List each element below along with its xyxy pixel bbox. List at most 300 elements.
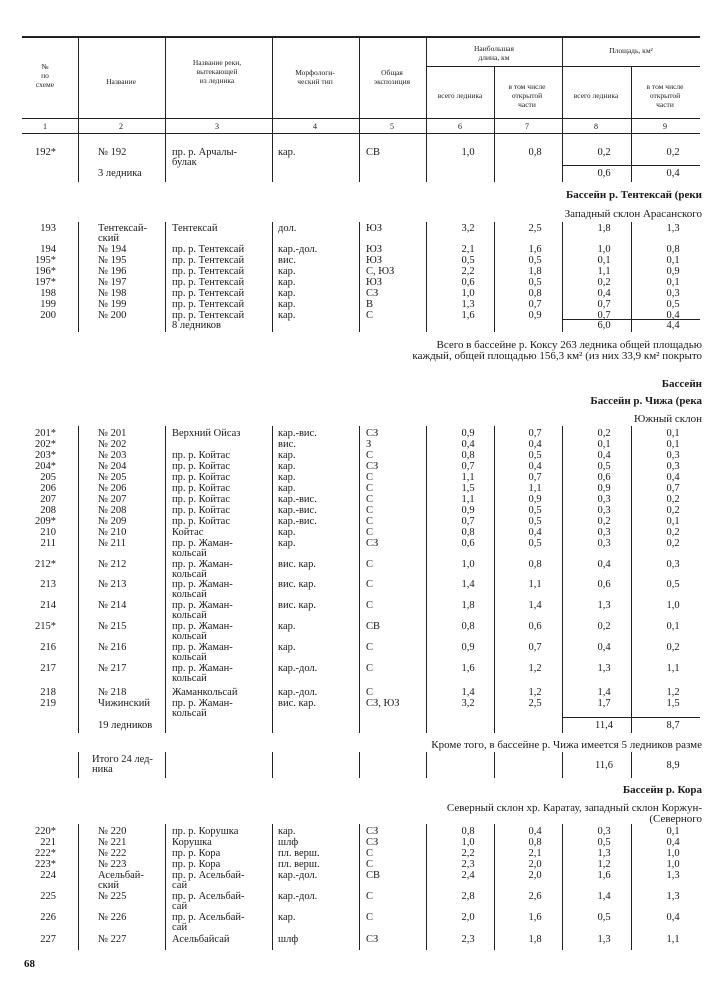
column-separator — [426, 824, 427, 950]
cell-exposition: С — [366, 559, 374, 570]
cell-river-name: пр. р. Асельбай- сай — [172, 912, 245, 933]
cell-area-open: 1,1 — [666, 934, 680, 945]
cell-area-open: 0,2 — [666, 505, 680, 516]
cell-glacier-name: № 204 — [98, 461, 127, 472]
column-separator — [494, 824, 495, 950]
cell-area-total: 1,3 — [597, 663, 611, 674]
cell-length-open: 1,4 — [528, 600, 542, 611]
cell-length-total: 0,8 — [461, 621, 475, 632]
cell-river-name: пр. р. Тентексай — [172, 255, 245, 266]
cell-area-open: 0,1 — [666, 516, 680, 527]
column-separator — [631, 133, 632, 182]
cell-length-open: 1,2 — [528, 687, 542, 698]
cell-area-total: 0,4 — [597, 642, 611, 653]
cell-length-total: 0,8 — [461, 450, 475, 461]
cell-glacier-name: 3 ледника — [98, 168, 142, 179]
cell-area-total: 0,2 — [597, 147, 611, 158]
cell-area-open: 0,4 — [666, 912, 680, 923]
cell-scheme-number: 226 — [40, 912, 56, 923]
cell-length-open: 1,1 — [528, 483, 542, 494]
cell-area-open: 0,3 — [666, 450, 680, 461]
cell-area-open: 0,3 — [666, 288, 680, 299]
cell-area-open: 1,0 — [666, 859, 680, 870]
cell-exposition: СЗ — [366, 826, 379, 837]
cell-exposition: СЗ, ЮЗ — [366, 698, 400, 709]
cell-scheme-number: 211 — [40, 538, 56, 549]
cell-length-total: 1,0 — [461, 288, 475, 299]
cell-area-total: 0,6 — [597, 472, 611, 483]
column-number: 4 — [313, 122, 317, 131]
cell-scheme-number: 204* — [35, 461, 56, 472]
cell-morph-type: вис. кар. — [278, 600, 316, 611]
cell-scheme-number: 196* — [35, 266, 56, 277]
basin-summary-note-cont: каждый, общей площадью 156,3 км² (из них 33,9 км² покрыто — [412, 350, 702, 362]
cell-area-total: 0,2 — [597, 428, 611, 439]
cell-length-total: 1,4 — [461, 579, 475, 590]
cell-morph-type: кар. — [278, 621, 296, 632]
cell-length-total: 0,8 — [461, 826, 475, 837]
cell-area-open: 0,4 — [666, 837, 680, 848]
cell-area-open: 0,2 — [666, 642, 680, 653]
cell-morph-type: пл. верш. — [278, 848, 320, 859]
cell-scheme-number: 202* — [35, 439, 56, 450]
cell-length-open: 2,0 — [528, 859, 542, 870]
cell-length-total: 1,3 — [461, 299, 475, 310]
cell-area-open: 0,1 — [666, 439, 680, 450]
cell-length-open: 0,7 — [528, 642, 542, 653]
cell-area-total: 0,2 — [597, 621, 611, 632]
cell-glacier-name: № 222 — [98, 848, 127, 859]
cell-area-total: 0,5 — [597, 461, 611, 472]
cell-river-name: Тентексай — [172, 223, 218, 234]
cell-length-open: 0,4 — [528, 527, 542, 538]
cell-length-open: 0,4 — [528, 826, 542, 837]
cell-river-name: пр. р. Тентексай — [172, 299, 245, 310]
basin-heading: Бассейн р. Кора — [622, 784, 702, 796]
grand-total-area: 11,6 — [595, 760, 613, 771]
cell-length-total: 1,1 — [461, 472, 475, 483]
cell-river-name: пр. р. Кора — [172, 848, 221, 859]
cell-area-open: 0,7 — [666, 483, 680, 494]
column-separator — [165, 36, 166, 133]
subtotal-label: 19 ледников — [98, 720, 153, 731]
column-separator — [426, 426, 427, 733]
cell-river-name: пр. р. Жаман- кольсай — [172, 559, 233, 580]
cell-area-open: 1,3 — [666, 891, 680, 902]
cell-exposition: С — [366, 891, 374, 902]
cell-morph-type: вис. кар. — [278, 559, 316, 570]
cell-morph-type: вис. — [278, 255, 296, 266]
cell-river-name: пр. р. Жаман- кольсай — [172, 579, 233, 600]
cell-river-name: пр. р. Асельбай- сай — [172, 891, 245, 912]
column-separator — [272, 824, 273, 950]
cell-glacier-name: № 214 — [98, 600, 127, 611]
column-separator — [78, 222, 79, 332]
cell-area-total: 0,7 — [597, 299, 611, 310]
cell-exposition: С — [366, 600, 374, 611]
cell-scheme-number: 218 — [40, 687, 56, 698]
slope-heading: Западный склон Арасанского — [564, 208, 702, 220]
cell-area-total: 1,3 — [597, 848, 611, 859]
cell-river-name: Корушка — [172, 837, 212, 848]
cell-length-open: 0,7 — [528, 428, 542, 439]
cell-area-total: 1,2 — [597, 859, 611, 870]
column-separator — [359, 426, 360, 733]
cell-exposition: С — [366, 516, 374, 527]
column-separator — [78, 824, 79, 950]
cell-exposition: СЗ — [366, 461, 379, 472]
cell-morph-type: кар. — [278, 826, 296, 837]
cell-morph-type: кар.-дол. — [278, 244, 318, 255]
cell-scheme-number: 212* — [35, 559, 56, 570]
cell-scheme-number: 206 — [40, 483, 56, 494]
cell-morph-type: кар. — [278, 461, 296, 472]
cell-glacier-name: № 211 — [98, 538, 127, 549]
cell-area-open: 0,1 — [666, 277, 680, 288]
cell-area-total: 0,6 — [597, 579, 611, 590]
grand-total-area-open: 8,9 — [666, 760, 680, 771]
column-separator — [272, 752, 273, 778]
cell-length-total: 3,2 — [461, 698, 475, 709]
cell-glacier-name: № 202 — [98, 439, 127, 450]
subtotal-label: 8 ледников — [172, 320, 221, 331]
cell-length-total: 2,1 — [461, 244, 475, 255]
cell-length-open: 0,8 — [528, 559, 542, 570]
cell-river-name: пр. р. Койтас — [172, 483, 231, 494]
cell-river-name: пр. р. Койтас — [172, 494, 231, 505]
cell-river-name: пр. р. Жаман- кольсай — [172, 600, 233, 621]
cell-exposition: ЮЗ — [366, 244, 383, 255]
cell-area-open: 0,2 — [666, 538, 680, 549]
cell-morph-type: кар. — [278, 310, 296, 321]
cell-exposition: СВ — [366, 870, 381, 881]
cell-scheme-number: 192* — [35, 147, 56, 158]
cell-length-total: 2,0 — [461, 912, 475, 923]
cell-morph-type: шлф — [278, 837, 299, 848]
header-length-group: Наибольшая длина, км — [474, 44, 514, 62]
cell-area-open: 1,0 — [666, 600, 680, 611]
table-top-rule — [22, 36, 700, 38]
header-bottom-rule — [22, 118, 700, 119]
cell-length-open: 0,7 — [528, 472, 542, 483]
cell-exposition: ЮЗ — [366, 255, 383, 266]
cell-exposition: З — [366, 439, 372, 450]
column-separator — [494, 426, 495, 733]
cell-area-total: 1,1 — [597, 266, 611, 277]
column-number: 7 — [525, 122, 529, 131]
cell-glacier-name: № 195 — [98, 255, 127, 266]
cell-length-total: 0,9 — [461, 505, 475, 516]
header-scheme-number: № по схеме — [35, 62, 55, 89]
cell-length-total: 0,5 — [461, 255, 475, 266]
cell-morph-type: кар. — [278, 288, 296, 299]
cell-morph-type: кар.-вис. — [278, 516, 317, 527]
cell-length-total: 2,8 — [461, 891, 475, 902]
cell-area-open: 0,4 — [666, 310, 680, 321]
column-separator — [494, 752, 495, 778]
cell-length-open: 2,5 — [528, 698, 542, 709]
header-morphological-type: Морфологи- ческий тип — [295, 68, 335, 86]
column-separator — [562, 426, 563, 733]
cell-area-open: 0,1 — [666, 826, 680, 837]
column-numbers-rule — [22, 133, 700, 134]
cell-morph-type: кар. — [278, 450, 296, 461]
cell-river-name: пр. р. Тентексай — [172, 288, 245, 299]
cell-morph-type: кар.-вис. — [278, 494, 317, 505]
cell-scheme-number: 199 — [40, 299, 56, 310]
cell-length-total: 1,0 — [461, 559, 475, 570]
cell-length-open: 1,6 — [528, 912, 542, 923]
cell-scheme-number: 217 — [40, 663, 56, 674]
cell-exposition: С — [366, 472, 374, 483]
cell-morph-type: вис. кар. — [278, 698, 316, 709]
cell-morph-type: кар.-вис. — [278, 428, 317, 439]
cell-glacier-name: № 210 — [98, 527, 127, 538]
cell-area-open: 0,1 — [666, 255, 680, 266]
cell-scheme-number: 225 — [40, 891, 56, 902]
cell-river-name: Койтас — [172, 527, 204, 538]
column-separator — [426, 36, 427, 133]
cell-length-total: 1,6 — [461, 310, 475, 321]
cell-river-name: Верхний Ойсаз — [172, 428, 241, 439]
cell-length-total: 1,4 — [461, 687, 475, 698]
cell-glacier-name: № 196 — [98, 266, 127, 277]
cell-scheme-number: 209* — [35, 516, 56, 527]
cell-morph-type: пл. верш. — [278, 859, 320, 870]
basin-summary-note: Всего в бассейне р. Коксу 263 ледника общей площадью — [436, 339, 702, 351]
cell-exposition: С — [366, 310, 374, 321]
cell-glacier-name: № 215 — [98, 621, 127, 632]
cell-area-open: 0,2 — [666, 527, 680, 538]
cell-length-total: 1,6 — [461, 663, 475, 674]
cell-glacier-name: № 207 — [98, 494, 127, 505]
cell-morph-type: кар. — [278, 147, 296, 158]
cell-morph-type: кар.-дол. — [278, 687, 318, 698]
cell-length-total: 1,0 — [461, 147, 475, 158]
cell-scheme-number: 220* — [35, 826, 56, 837]
cell-exposition: С — [366, 527, 374, 538]
cell-glacier-name: № 197 — [98, 277, 127, 288]
cell-glacier-name: № 201 — [98, 428, 127, 439]
cell-length-total: 1,1 — [461, 494, 475, 505]
cell-area-total: 0,6 — [597, 168, 611, 179]
cell-glacier-name: № 203 — [98, 450, 127, 461]
column-separator — [631, 222, 632, 332]
cell-area-total: 0,2 — [597, 277, 611, 288]
column-separator — [494, 222, 495, 332]
cell-river-name: пр. р. Койтас — [172, 461, 231, 472]
cell-glacier-name: № 216 — [98, 642, 127, 653]
cell-glacier-name: Асельбай- ский — [98, 870, 144, 891]
cell-glacier-name: № 199 — [98, 299, 127, 310]
cell-area-open: 0,9 — [666, 266, 680, 277]
cell-area-open: 1,3 — [666, 223, 680, 234]
header-area-group: Площадь, км² — [609, 46, 653, 55]
cell-area-total: 0,5 — [597, 837, 611, 848]
column-separator — [359, 752, 360, 778]
cell-area-open: 0,1 — [666, 428, 680, 439]
column-number: 6 — [458, 122, 462, 131]
cell-length-total: 0,9 — [461, 428, 475, 439]
subtotal-area-open: 4,4 — [666, 320, 680, 331]
cell-area-open: 0,5 — [666, 579, 680, 590]
cell-glacier-name: Чижинский — [98, 698, 150, 709]
cell-length-open: 1,8 — [528, 934, 542, 945]
column-separator — [272, 222, 273, 332]
cell-morph-type: кар.-дол. — [278, 891, 318, 902]
cell-length-total: 2,4 — [461, 870, 475, 881]
cell-morph-type: кар. — [278, 642, 296, 653]
column-separator — [359, 133, 360, 182]
column-separator — [78, 133, 79, 182]
cell-area-open: 1,5 — [666, 698, 680, 709]
cell-scheme-number: 216 — [40, 642, 56, 653]
cell-length-open: 1,6 — [528, 244, 542, 255]
cell-scheme-number: 221 — [40, 837, 56, 848]
cell-area-total: 1,0 — [597, 244, 611, 255]
cell-glacier-name: № 205 — [98, 472, 127, 483]
cell-scheme-number: 205 — [40, 472, 56, 483]
cell-glacier-name: № 218 — [98, 687, 127, 698]
cell-area-total: 1,3 — [597, 934, 611, 945]
cell-exposition: СЗ — [366, 934, 379, 945]
cell-river-name: пр. р. Кора — [172, 859, 221, 870]
cell-length-open: 2,1 — [528, 848, 542, 859]
header-length-total: всего ледника — [437, 91, 483, 100]
cell-scheme-number: 213 — [40, 579, 56, 590]
cell-area-total: 1,7 — [597, 698, 611, 709]
cell-length-open: 1,2 — [528, 663, 542, 674]
column-separator — [426, 133, 427, 182]
cell-glacier-name: № 208 — [98, 505, 127, 516]
cell-glacier-name: № 212 — [98, 559, 127, 570]
column-separator — [272, 426, 273, 733]
cell-length-total: 0,4 — [461, 439, 475, 450]
cell-area-open: 1,3 — [666, 870, 680, 881]
cell-area-total: 0,3 — [597, 826, 611, 837]
header-exposition: Общая экспозиция — [373, 68, 411, 86]
page-number: 68 — [24, 958, 35, 970]
column-separator — [78, 36, 79, 133]
cell-river-name: пр. р. Койтас — [172, 516, 231, 527]
cell-river-name: пр. р. Койтас — [172, 472, 231, 483]
cell-river-name: пр. р. Арчалы- булак — [172, 147, 238, 168]
cell-morph-type: кар. — [278, 912, 296, 923]
cell-river-name: пр. р. Жаман- кольсай — [172, 538, 233, 559]
column-separator — [272, 133, 273, 182]
cell-river-name: пр. р. Койтас — [172, 505, 231, 516]
column-separator — [78, 426, 79, 733]
cell-area-total: 0,4 — [597, 288, 611, 299]
cell-scheme-number: 219 — [40, 698, 56, 709]
cell-length-total: 3,2 — [461, 223, 475, 234]
cell-length-open: 0,5 — [528, 538, 542, 549]
cell-exposition: В — [366, 299, 374, 310]
cell-scheme-number: 197* — [35, 277, 56, 288]
cell-area-total: 0,1 — [597, 439, 611, 450]
cell-length-total: 0,6 — [461, 277, 475, 288]
column-separator — [272, 36, 273, 133]
column-separator — [359, 36, 360, 133]
cell-area-total: 0,5 — [597, 912, 611, 923]
column-separator — [165, 426, 166, 733]
cell-glacier-name: № 209 — [98, 516, 127, 527]
column-separator — [165, 752, 166, 778]
cell-morph-type: кар. — [278, 483, 296, 494]
cell-length-open: 0,9 — [528, 310, 542, 321]
cell-glacier-name: № 221 — [98, 837, 127, 848]
header-area-open: в том числе открытой части — [646, 82, 684, 109]
cell-exposition: ЮЗ — [366, 223, 383, 234]
column-separator — [631, 426, 632, 733]
cell-river-name: Жаманкольсай — [172, 687, 238, 698]
cell-length-open: 1,1 — [528, 579, 542, 590]
cell-length-open: 2,5 — [528, 223, 542, 234]
cell-glacier-name: № 206 — [98, 483, 127, 494]
cell-length-open: 2,6 — [528, 891, 542, 902]
cell-glacier-name: № 223 — [98, 859, 127, 870]
cell-exposition: С — [366, 859, 374, 870]
slope-heading: Северный склон хр. Каратау, западный склон Коржун- — [446, 802, 702, 814]
cell-length-open: 0,5 — [528, 505, 542, 516]
cell-area-total: 0,4 — [597, 559, 611, 570]
column-separator — [359, 824, 360, 950]
cell-scheme-number: 214 — [40, 600, 56, 611]
cell-length-open: 0,4 — [528, 461, 542, 472]
column-number: 3 — [215, 122, 219, 131]
cell-morph-type: кар. — [278, 299, 296, 310]
cell-exposition: С — [366, 579, 374, 590]
cell-area-open: 0,1 — [666, 621, 680, 632]
column-separator — [562, 133, 563, 182]
cell-morph-type: кар. — [278, 527, 296, 538]
cell-area-total: 0,2 — [597, 516, 611, 527]
subtotal-rule — [562, 165, 700, 166]
cell-exposition: СВ — [366, 147, 381, 158]
cell-exposition: ЮЗ — [366, 277, 383, 288]
subtotal-area: 11,4 — [595, 720, 613, 731]
cell-scheme-number: 208 — [40, 505, 56, 516]
cell-glacier-name: № 220 — [98, 826, 127, 837]
cell-length-total: 0,9 — [461, 642, 475, 653]
column-separator — [562, 222, 563, 332]
cell-exposition: СЗ — [366, 428, 379, 439]
cell-morph-type: шлф — [278, 934, 299, 945]
column-separator — [631, 752, 632, 778]
cell-area-open: 1,1 — [666, 663, 680, 674]
cell-length-total: 1,8 — [461, 600, 475, 611]
cell-area-total: 1,4 — [597, 687, 611, 698]
basin-heading: Бассейн — [661, 378, 702, 390]
grand-total-label: Итого 24 лед- ника — [92, 754, 153, 775]
column-number: 8 — [594, 122, 598, 131]
slope-heading: Южный склон — [633, 413, 702, 425]
cell-exposition: СЗ — [366, 837, 379, 848]
cell-river-name: Асельбайсай — [172, 934, 230, 945]
subtotal-area: 6,0 — [597, 320, 611, 331]
cell-length-open: 2,0 — [528, 870, 542, 881]
column-separator — [359, 222, 360, 332]
cell-glacier-name: № 227 — [98, 934, 127, 945]
cell-exposition: СЗ — [366, 538, 379, 549]
cell-length-total: 0,7 — [461, 461, 475, 472]
cell-glacier-name: Тентексай- ский — [98, 223, 147, 244]
cell-scheme-number: 227 — [40, 934, 56, 945]
cell-area-total: 0,7 — [597, 310, 611, 321]
cell-exposition: С, ЮЗ — [366, 266, 395, 277]
cell-scheme-number: 200 — [40, 310, 56, 321]
cell-morph-type: дол. — [278, 223, 297, 234]
